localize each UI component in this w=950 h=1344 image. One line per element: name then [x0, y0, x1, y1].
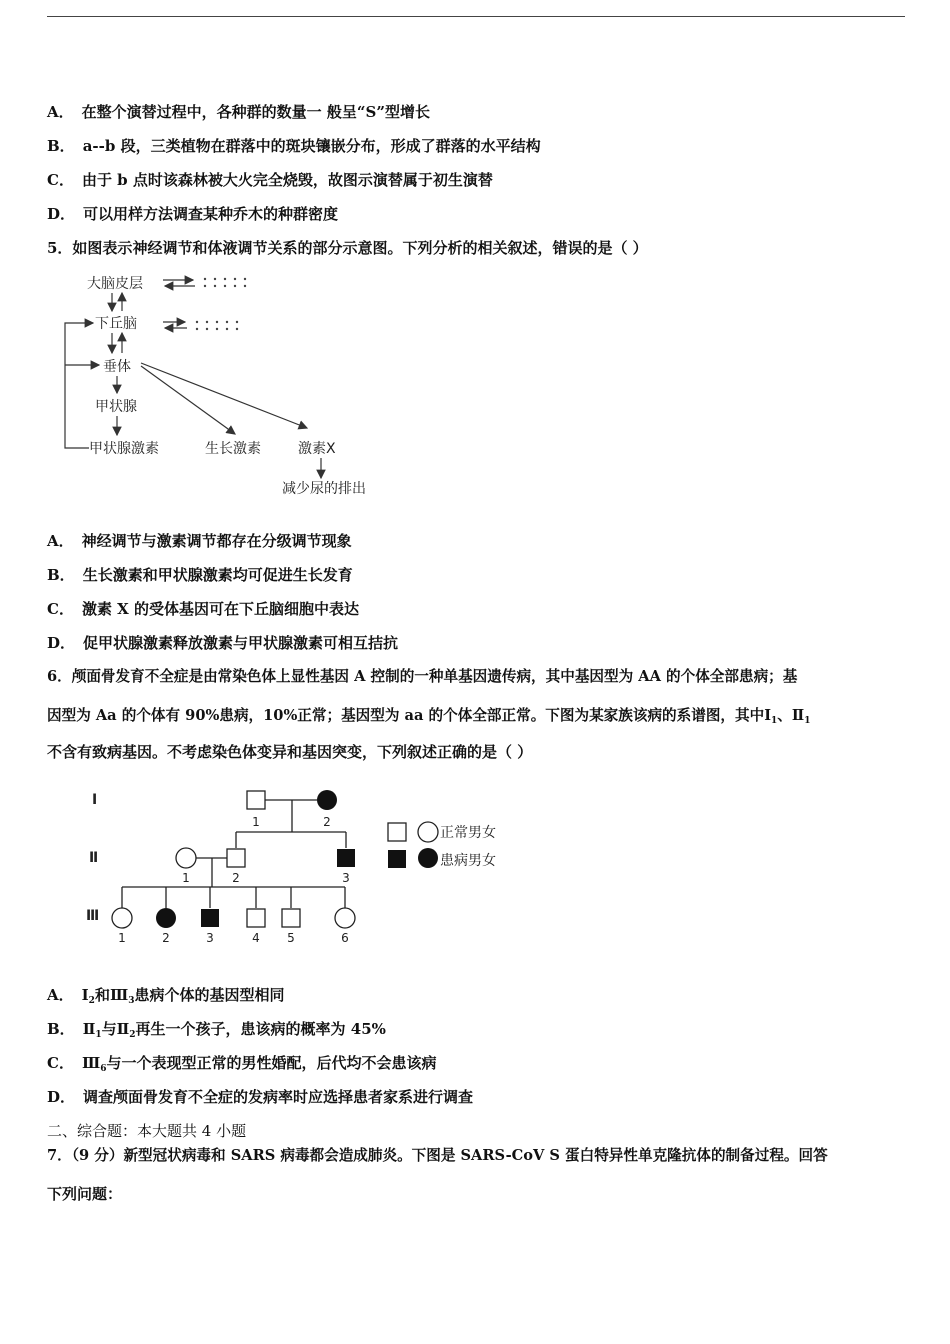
generation-3-label: Ⅲ	[86, 908, 100, 924]
q7-line1: 7．（9 分）新型冠状病毒和 SARS 病毒都会造成肺炎。下图是 SARS-CoV S 蛋白特异性单克隆抗体的制备过程。回答	[47, 1147, 828, 1164]
q5-option-d: D． 促甲状腺激素释放激素与甲状腺激素可相互拮抗	[47, 634, 399, 652]
individual-I2-affected-female	[317, 790, 337, 810]
q4-option-b: B． a--b 段，三类植物在群落中的斑块镶嵌分布，形成了群落的水平结构	[47, 137, 541, 155]
q5-regulation-diagram	[55, 268, 395, 503]
q6-option-d: D． 调查颅面骨发育不全症的发病率时应选择患者家系进行调查	[47, 1088, 474, 1106]
label-I1: 1	[252, 815, 260, 829]
q6-stem-line3: 不含有致病基因。不考虑染色体变异和基因突变，下列叙述正确的是（ ）	[47, 743, 533, 761]
label-III3: 3	[206, 931, 214, 945]
q6-option-c: C． $Ⅲ_6$与一个表现型正常的男性婚配，后代均不会患该病	[47, 1054, 437, 1074]
label-III2: 2	[162, 931, 170, 945]
node-reduce-urine: 减少尿的排出	[282, 481, 366, 497]
arrow-to-growth-hormone	[141, 366, 235, 434]
q4-option-d: D． 可以用样方法调查某种乔木的种群密度	[47, 205, 339, 223]
generation-1-label: Ⅰ	[92, 792, 98, 808]
q6-stem-line1: 6．颅面骨发育不全症是由常染色体上显性基因 A 控制的一种单基因遗传病，其中基因型为 AA 的个体全部患病；基	[47, 668, 798, 685]
individual-II1-normal-female	[176, 848, 196, 868]
label-III5: 5	[287, 931, 295, 945]
node-thyroid-hormone: 甲状腺激素	[89, 441, 159, 457]
feedback-to-hypothalamus	[65, 323, 93, 448]
label-II2: 2	[232, 871, 240, 885]
arrow-to-hormone-x	[141, 363, 307, 428]
individual-III3-affected-male	[201, 909, 219, 927]
q5-option-b: B． 生长激素和甲状腺激素均可促进生长发育	[47, 566, 353, 584]
individual-III1-normal-female	[112, 908, 132, 928]
legend-normal-male-icon	[388, 823, 406, 841]
node-thyroid: 甲状腺	[95, 399, 137, 415]
q5-option-c: C． 激素 X 的受体基因可在下丘脑细胞中表达	[47, 600, 360, 618]
legend-normal-label: 正常男女	[440, 825, 496, 841]
q6-stem-line2: 因型为 Aa 的个体有 90%患病，10%正常；基因型为 aa 的个体全部正常。下图为某家族该病的系谱图，其中$Ⅰ_1$、$Ⅱ_1$	[47, 707, 811, 726]
label-III6: 6	[341, 931, 349, 945]
individual-I1-normal-male	[247, 791, 265, 809]
q6-option-a: A． $Ⅰ_2$和$Ⅲ_3$患病个体的基因型相同	[47, 986, 285, 1006]
q6-pedigree-chart	[80, 780, 520, 950]
label-II3: 3	[342, 871, 350, 885]
node-pituitary: 垂体	[103, 359, 131, 375]
section-2-heading: 二、综合题：本大题共 4 小题	[47, 1122, 247, 1140]
individual-III5-normal-male	[282, 909, 300, 927]
legend-affected-label: 患病男女	[440, 853, 496, 869]
q4-option-a: A． 在整个演替过程中，各种群的数量一 般呈“S”型增长	[47, 103, 430, 121]
header-rule	[47, 16, 905, 17]
label-I2: 2	[323, 815, 331, 829]
q4-option-c: C． 由于 b 点时该森林被大火完全烧毁，故图示演替属于初生演替	[47, 171, 493, 189]
node-cortex: 大脑皮层	[87, 276, 143, 292]
q5-stem: 5．如图表示神经调节和体液调节关系的部分示意图。下列分析的相关叙述，错误的是（ ）	[47, 239, 648, 257]
node-hormone-x: 激素X	[298, 441, 336, 457]
legend-normal-female-icon	[418, 822, 438, 842]
generation-2-label: Ⅱ	[89, 850, 99, 866]
individual-III6-normal-female	[335, 908, 355, 928]
individual-III2-affected-female	[156, 908, 176, 928]
node-hypothalamus: 下丘脑	[95, 316, 137, 332]
legend-affected-male-icon	[388, 850, 406, 868]
label-III1: 1	[118, 931, 126, 945]
label-III4: 4	[252, 931, 260, 945]
node-growth-hormone: 生长激素	[205, 441, 261, 457]
individual-III4-normal-male	[247, 909, 265, 927]
q6-option-b: B． $Ⅱ_1$与$Ⅱ_2$再生一个孩子，患该病的概率为 45%	[47, 1020, 386, 1040]
label-II1: 1	[182, 871, 190, 885]
q5-option-a: A． 神经调节与激素调节都存在分级调节现象	[47, 532, 352, 550]
individual-II3-affected-male	[337, 849, 355, 867]
individual-II2-normal-male	[227, 849, 245, 867]
q7-line2: 下列问题：	[47, 1185, 123, 1203]
legend-affected-female-icon	[418, 848, 438, 868]
